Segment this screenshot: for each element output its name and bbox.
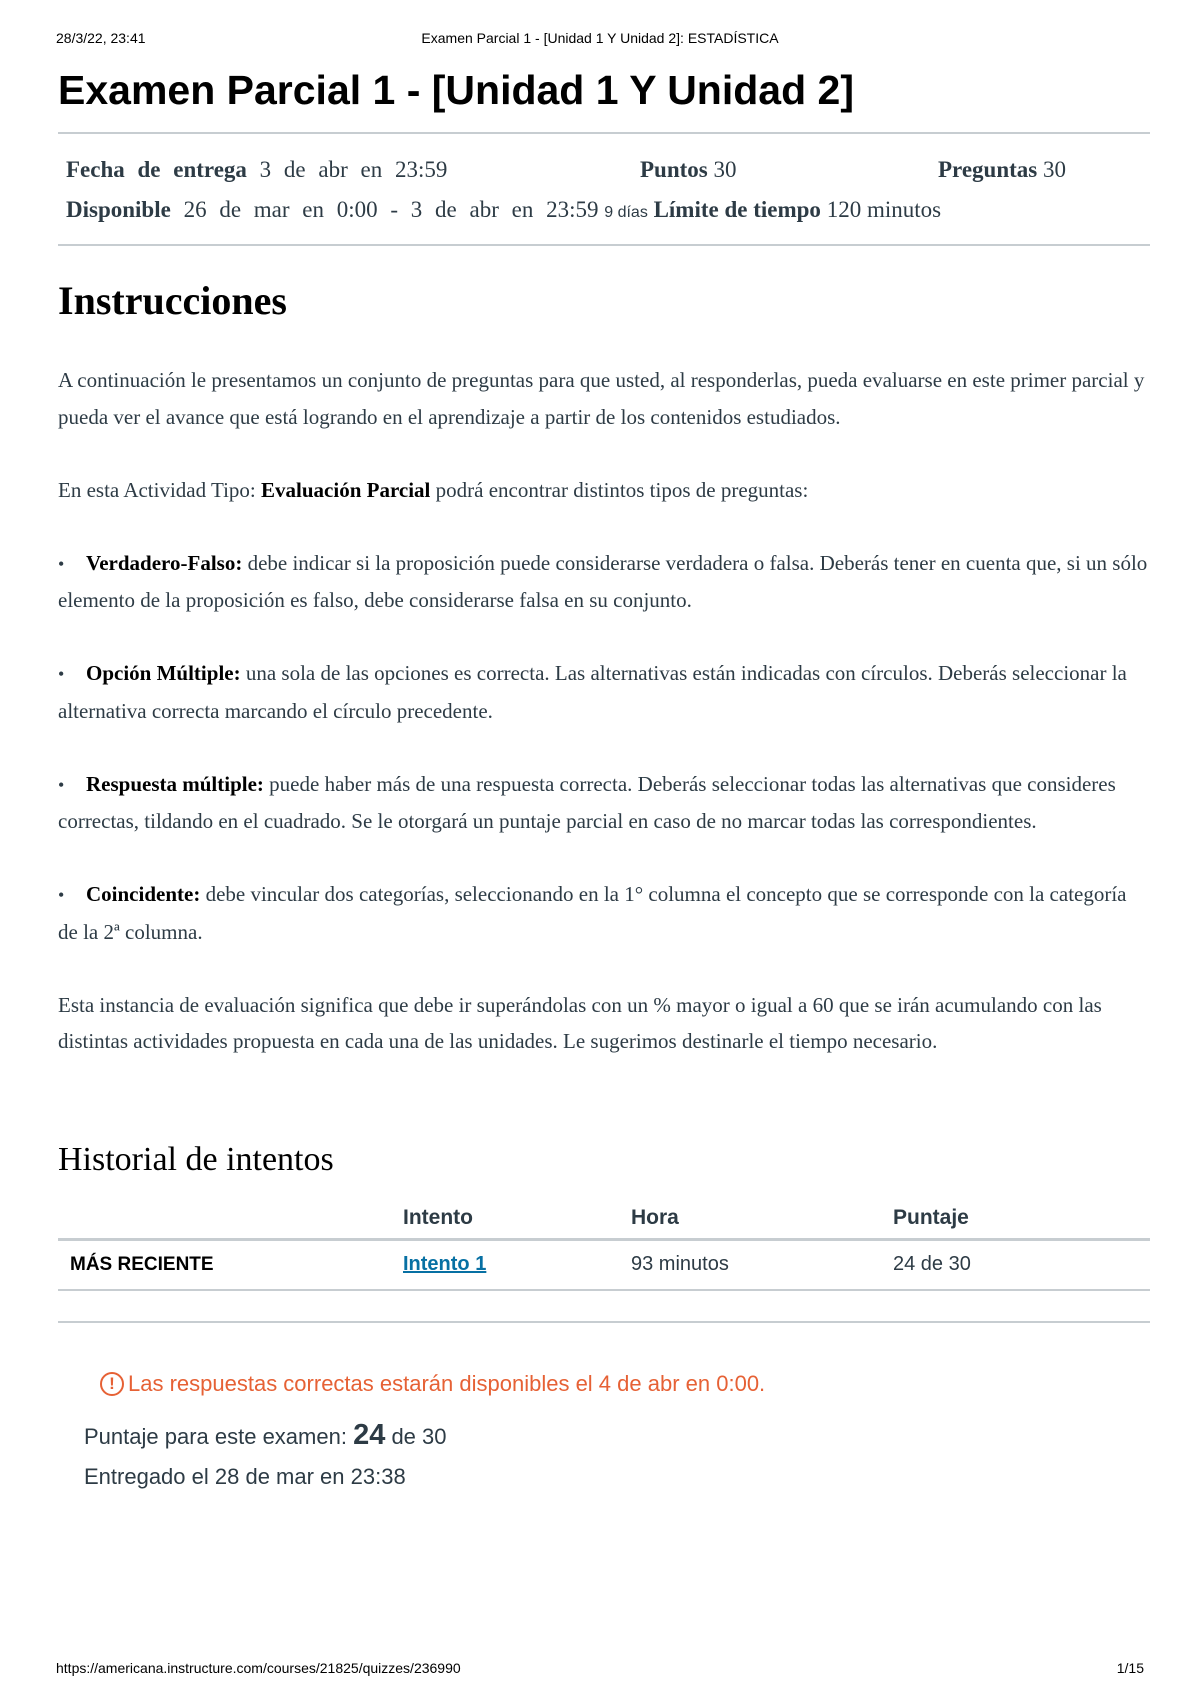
print-footer [56,1660,1144,1680]
column-header-time: Hora [631,1198,893,1240]
column-header-score: Puntaje [893,1198,1150,1240]
bullet-icon: • [58,774,65,795]
question-type-term: Opción Múltiple: [86,661,241,685]
score-summary [84,1415,1150,1497]
answers-availability-notice [100,1369,1150,1399]
print-url: https://americana.instructure.com/courses/21825/quizzes/236990 [56,1660,461,1676]
questions [938,150,1066,190]
print-date: 28/3/22, 23:41 [56,30,146,46]
score-suffix: de 30 [385,1423,447,1449]
question-type-item [58,545,1150,619]
time-limit-label: Límite de tiempo [653,197,821,222]
question-type-text: debe indicar si la proposición puede considerarse verdadera o falsa. Deberás tener en cuenta que, si un sólo elemento de la proposición es falso, debe considerarse falsa en su conjunto. [58,550,1148,612]
question-type-text: debe vincular dos categorías, seleccionando en la 1° columna el concepto que se corresponde con la categoría de la 2ª columna. [58,882,1127,944]
question-type-item [58,876,1150,950]
print-page-title: Examen Parcial 1 - [Unidad 1 Y Unidad 2]: ESTADÍSTICA [421,30,779,46]
question-type-term: Verdadero-Falso: [86,550,243,575]
score-cell: 24 de 30 [893,1239,1150,1290]
points-label: Puntos [640,157,708,182]
available-value: 26 de mar en 0:00 - 3 de abr en 23:59 [183,197,599,222]
question-type-text: una sola de las opciones es correcta. Las alternativas están indicadas con círculos. Deberás seleccionar la alternativa correcta marcando el círculo precedente. [58,661,1127,723]
availability [66,197,598,222]
instructions-closing: Esta instancia de evaluación significa que debe ir superándolas con un % mayor o igual a 60 que se irán acumulando con las distintas actividades propuesta en cada una de las unidades. Le sugerimos destinarle el tiempo necesario. [58,992,1102,1053]
question-type-term: Coincidente: [86,882,201,906]
time-limit [654,197,941,222]
quiz-content [58,64,1150,1497]
activity-suffix: podrá encontrar distintos tipos de preguntas: [430,477,809,502]
instructions-body [58,362,1150,1060]
instructions-heading: Instrucciones [58,278,287,323]
points [640,150,737,190]
due-value: 3 de abr en 23:59 [259,157,448,182]
instructions-activity [58,472,1150,509]
table-header-row [58,1198,1150,1240]
activity-type: Evaluación Parcial [261,477,431,502]
quiz-score [84,1415,1150,1457]
column-header-attempt: Intento [403,1198,631,1240]
questions-label: Preguntas [938,157,1038,182]
most-recent-label: MÁS RECIENTE [58,1239,403,1290]
attempt-history-table [58,1198,1150,1291]
submitted-date: Entregado el 28 de mar en 23:38 [84,1463,406,1489]
attempt-link[interactable]: Intento 1 [403,1253,487,1275]
available-label: Disponible [66,197,171,222]
question-type-text: puede haber más de una respuesta correcta. Deberás seleccionar todas las alternativas que consideres correctas, tildando en el cuadrado. Se le otorgará un puntaje parcial en caso de no marcar todas las correspondientes. [58,771,1116,833]
divider [58,244,1150,246]
bullet-icon: • [58,664,65,684]
attempt-cell [403,1239,631,1290]
questions-value: 30 [1043,157,1066,182]
quiz-details [58,134,1150,244]
activity-prefix: En esta Actividad Tipo: [58,477,262,502]
question-type-item [58,655,1150,729]
warning-icon: ! [100,1372,124,1396]
quiz-title: Examen Parcial 1 - [Unidad 1 Y Unidad 2] [58,67,854,113]
due-label: Fecha de entrega [66,157,247,182]
question-type-item [58,766,1150,840]
available-days: 9 días [604,204,648,221]
history-heading: Historial de intentos [58,1140,334,1178]
print-header [56,30,1144,50]
quiz-details-row-1 [66,150,1142,190]
time-cell: 93 minutos [631,1239,893,1290]
notice-text: Las respuestas correctas estarán disponibles el 4 de abr en 0:00. [128,1370,766,1396]
points-value: 30 [713,157,737,182]
question-type-term: Respuesta múltiple: [86,771,264,796]
table-row [58,1239,1150,1290]
quiz-details-row-2 [66,190,1142,230]
due-date [66,157,447,182]
time-limit-value: 120 minutos [826,197,942,222]
bullet-icon: • [58,553,65,574]
divider [58,1321,1150,1323]
print-page-number: 1/15 [1116,1660,1144,1676]
bullet-icon: • [58,885,65,905]
score-value: 24 [353,1418,386,1451]
score-label: Puntaje para este examen: [84,1423,354,1449]
instructions-intro: A continuación le presentamos un conjunto de preguntas para que usted, al responderlas, pueda evaluarse en este primer parcial y pueda ver el avance que está logrando en el aprendizaje a partir de los contenidos estudiados. [58,368,1145,429]
column-header-blank [58,1198,403,1240]
